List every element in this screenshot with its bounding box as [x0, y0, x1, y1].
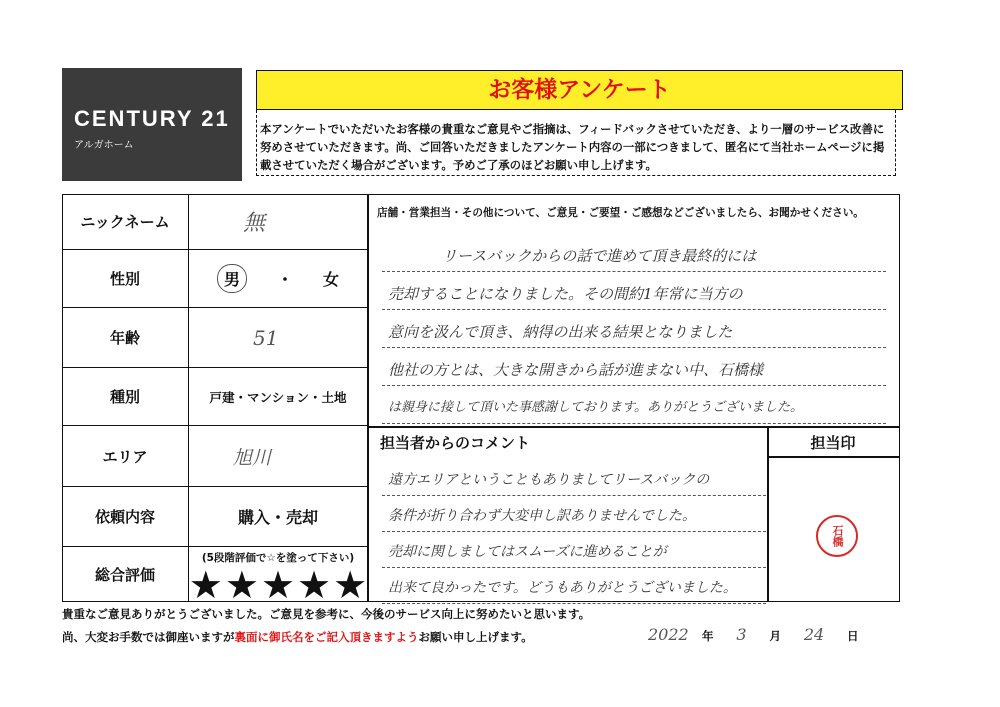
gender-separator: ・	[276, 270, 293, 289]
nickname-label: ニックネーム	[62, 194, 189, 250]
gender-label: 性別	[62, 250, 189, 308]
survey-title-banner	[256, 70, 903, 110]
logo-brand: CENTURY 21	[74, 106, 230, 131]
feedback-line: は親身に接して頂いた事感謝しております。ありがとうございました。	[382, 386, 886, 424]
footer-request-highlight: 裏面に御氏名をご記入頂きますよう	[234, 630, 419, 644]
survey-title: お客様アンケート	[488, 77, 671, 103]
stamp-header-line	[767, 456, 899, 458]
column-divider	[367, 194, 369, 602]
staff-comment-line: 条件が折り合わず大変申し訳ありませんでした。	[382, 496, 766, 532]
gender-options	[188, 250, 368, 308]
date-year: 2022	[648, 625, 689, 644]
gender-male: 男	[217, 264, 247, 293]
staff-stamp: 石橋	[816, 515, 858, 557]
stamp-heading: 担当印	[810, 433, 856, 452]
date-month: 3	[736, 625, 747, 644]
intro-text: 本アンケートでいただいたお客様の貴重なご意見やご指摘は、フィードバックさせていただき、より一層のサービス改善に努めさせていただきます。尚、ご回答いただきましたアンケート内容の一部につきまして、匿名にて当社ホームページに掲載させていただく場合がございます。予めご了承のほどお願い申し上げます。	[256, 110, 896, 176]
rating-label: 総合評価	[62, 547, 189, 602]
area-label: エリア	[62, 426, 189, 487]
rating-note: (5段階評価で☆を塗って下さい)	[201, 552, 355, 564]
staff-comment-line: 遠方エリアということもありましてリースバックの	[382, 460, 766, 496]
rating-cell	[188, 547, 368, 607]
type-value: 戸建・マンション・土地	[188, 368, 368, 426]
feedback-line: 売却することになりました。その間約1年常に当方の	[382, 272, 886, 310]
staff-comment-line: 売却に関しましてはスムーズに進めることが	[382, 532, 766, 568]
age-value: 51	[188, 308, 368, 368]
footer-request	[62, 629, 533, 645]
feedback-heading: 店舗・営業担当・その他について、ご意見・ご要望・ご感想などございましたら、お聞かせください。	[377, 206, 864, 219]
date-year-label: 年	[702, 629, 714, 643]
request-label: 依頼内容	[62, 487, 189, 547]
date-field	[648, 625, 859, 644]
request-value: 購入・売却	[188, 487, 368, 547]
footer-request-b: お願い申し上げます。	[418, 630, 533, 644]
rating-star: ★	[260, 563, 296, 607]
feedback-line: 意向を汲んで頂き、納得の出来る結果となりました	[382, 310, 886, 348]
staff-comment-heading: 担当者からのコメント	[380, 433, 531, 452]
date-month-label: 月	[769, 629, 781, 643]
staff-comment-line: 出来て良かったです。どうもありがとうございました。	[382, 568, 766, 604]
gender-female: 女	[323, 270, 340, 289]
type-label: 種別	[62, 368, 189, 426]
age-label: 年齢	[62, 308, 189, 368]
staff-comment-lines	[382, 460, 766, 604]
rating-star: ★	[297, 563, 332, 607]
footer-request-a: 尚、大変お手数では御座いますが	[62, 630, 235, 644]
date-day: 24	[803, 625, 825, 644]
date-day-label: 日	[847, 629, 859, 643]
area-value: 旭川	[188, 426, 368, 487]
feedback-line: リースバックからの話で進めて頂き最終的には	[382, 234, 886, 272]
rating-stars	[188, 563, 368, 607]
feedback-lines	[382, 234, 886, 424]
rating-star: ★	[224, 563, 259, 607]
nickname-value: 無	[188, 194, 368, 250]
logo-subtitle: アルガホーム	[74, 140, 134, 151]
rating-star: ★	[188, 563, 223, 607]
rating-star: ★	[333, 563, 368, 607]
footer-thanks: 貴重なご意見ありがとうございました。ご意見を参考に、今後のサービス向上に努めたいと思います。	[62, 607, 591, 621]
company-logo	[62, 68, 242, 181]
feedback-line: 他社の方とは、大きな開きから話が進まない中、石橋様	[382, 348, 886, 386]
